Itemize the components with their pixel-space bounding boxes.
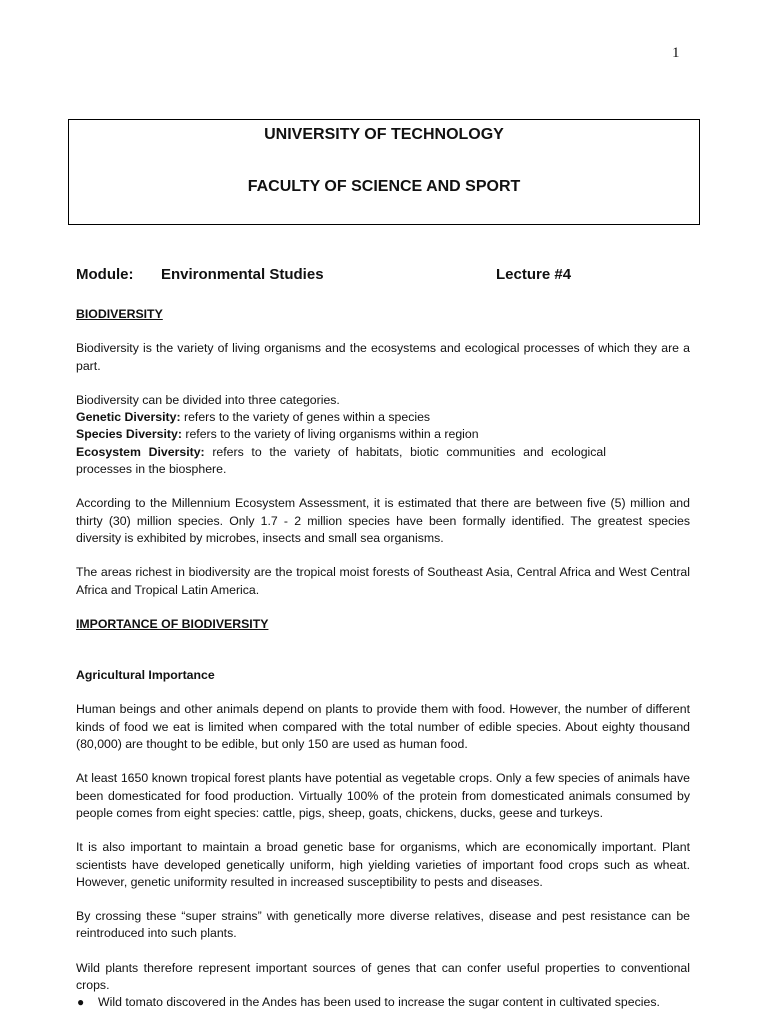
food-paragraph: Human beings and other animals depend on plants to provide them with food. However, the number of different kinds of food we eat is limited when compared with the total number of edible species. About eighty thousand (80,000) are thought to be edible, but only 150 are used as human food. [76, 702, 690, 752]
biodiversity-heading: BIODIVERSITY [76, 307, 163, 321]
bullet-icon: ● [77, 995, 85, 1010]
richest-areas-paragraph: The areas richest in biodiversity are the tropical moist forests of Southeast Asia, Central Africa and West Central Africa and Tropical Latin America. [76, 565, 690, 597]
document-body [76, 306, 690, 1012]
faculty-title: FACULTY OF SCIENCE AND SPORT [247, 178, 521, 195]
genetic-base-paragraph: It is also important to maintain a broad genetic base for organisms, which are economically important. Plant scientists have developed genetically uniform, high yielding varieties of important food crops such as wheat. However, genetic uniformity resulted in increased susceptibility to pests and diseases. [76, 840, 690, 889]
genetic-diversity-text: refers to the variety of genes within a species [180, 410, 431, 425]
ecosystem-diversity-term: Ecosystem Diversity: [76, 444, 205, 459]
agricultural-importance-heading: Agricultural Importance [76, 668, 215, 683]
species-diversity-term: Species Diversity: [76, 427, 182, 442]
bullet-text: Wild tomato discovered in the Andes has been used to increase the sugar content in cultivated species. [98, 995, 660, 1010]
page-number: 1 [672, 45, 680, 61]
biodiversity-intro: Biodiversity is the variety of living organisms and the ecosystems and ecological processes of which they are a part. [76, 341, 690, 373]
university-title: UNIVERSITY OF TECHNOLOGY [264, 126, 504, 143]
super-strains-paragraph: By crossing these “super strains” with genetically more diverse relatives, disease and pest resistance can be reintroduced into such plants. [76, 909, 690, 941]
species-diversity-line [76, 426, 690, 443]
importance-heading: IMPORTANCE OF BIODIVERSITY [76, 616, 269, 631]
list-item [76, 994, 690, 1011]
document-header-box [68, 119, 700, 225]
species-diversity-text: refers to the variety of living organisms within a region [181, 427, 479, 442]
genetic-diversity-term: Genetic Diversity: [76, 410, 181, 425]
ecosystem-diversity-text: refers to the variety of habitats, biotic communities and ecological processes in the biosphere. [76, 444, 606, 477]
module-value: Environmental Studies [161, 266, 324, 283]
millennium-paragraph: According to the Millennium Ecosystem Assessment, it is estimated that there are between five (5) million and thirty (30) million species. Only 1.7 - 2 million species have been formally identified. The greatest species diversity is exhibited by microbes, insects and small sea organisms. [76, 496, 690, 545]
ecosystem-diversity-line [76, 444, 606, 479]
wild-plants-paragraph: Wild plants therefore represent important sources of genes that can confer useful properties to conventional crops. [76, 960, 690, 993]
tropical-plants-paragraph: At least 1650 known tropical forest plants have potential as vegetable crops. Only a few species of animals have been domesticated for food production. Virtually 100% of the protein from domesticated animals consumed by people comes from eight species: cattle, pigs, sheep, goats, chickens, ducks, geese and turkeys. [76, 771, 690, 820]
genetic-diversity-line [76, 409, 690, 426]
categories-intro: Biodiversity can be divided into three categories. [76, 392, 340, 407]
lecture-number: Lecture #4 [496, 266, 572, 283]
module-label: Module: [76, 266, 134, 283]
bullet-list [76, 994, 690, 1011]
